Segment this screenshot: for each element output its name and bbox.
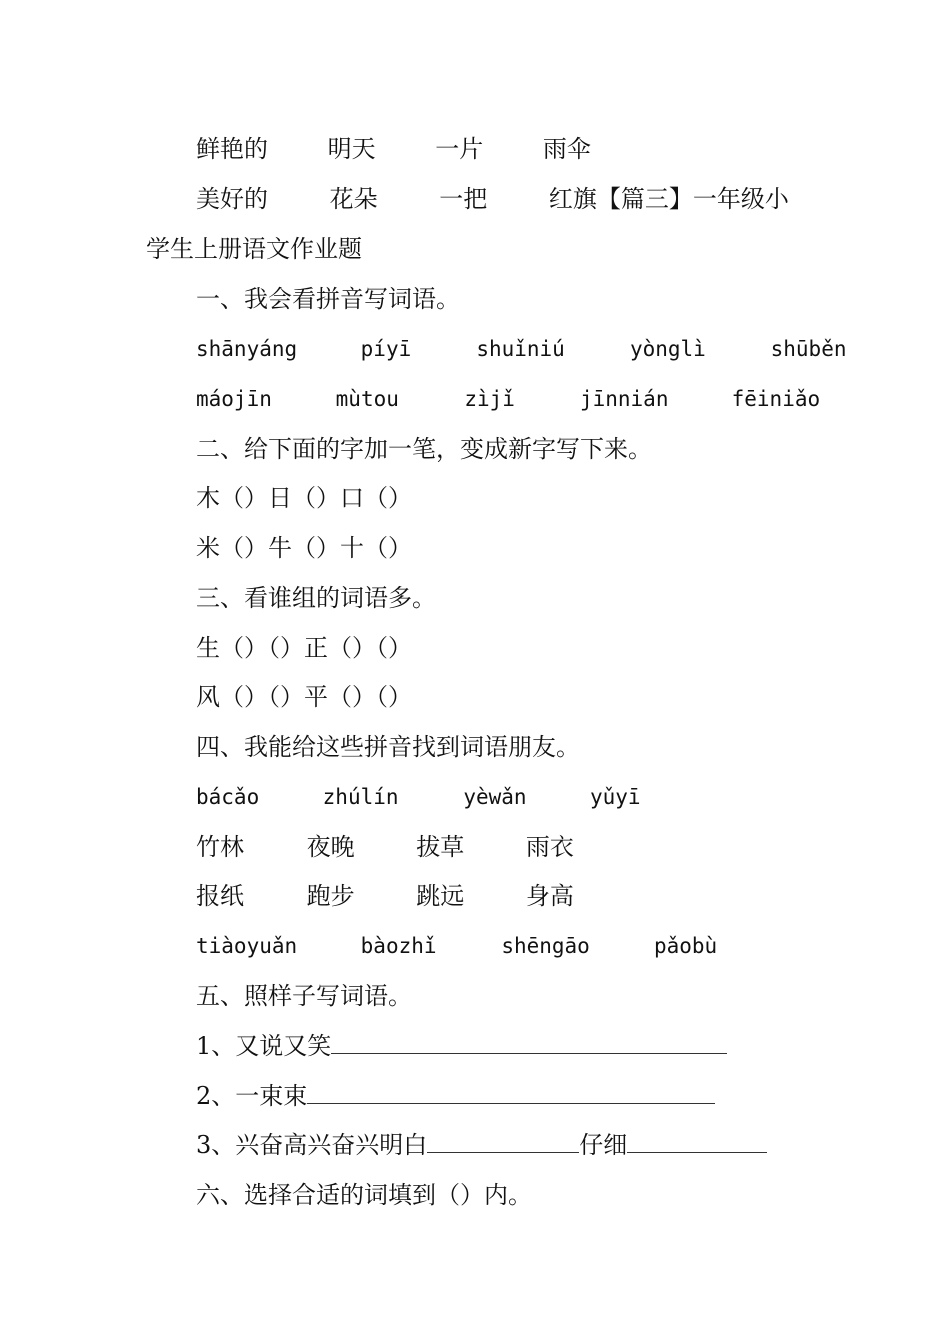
word: 美好的 — [196, 185, 268, 213]
char-blank-row-1: 木（）日（）口（） — [196, 484, 412, 512]
section-5-title: 五、照样子写词语。 — [196, 982, 412, 1010]
word: 雨衣 — [525, 833, 574, 861]
exercise-prompt: 1、又说又笑 — [196, 1032, 332, 1060]
exercise-item-1 — [0, 1026, 950, 1066]
pinyin: yònglì — [629, 337, 706, 361]
word: 夜晚 — [306, 833, 355, 861]
pinyin: máojīn — [196, 387, 272, 411]
word: 鲜艳的 — [196, 135, 268, 163]
pinyin: bàozhǐ — [360, 934, 437, 958]
pinyin: tiàoyuǎn — [196, 934, 298, 958]
document-heading: 学生上册语文作业题 — [146, 235, 362, 263]
word: 跑步 — [306, 882, 355, 910]
pinyin: shūběn — [770, 337, 847, 361]
section-1-title: 一、我会看拼音写词语。 — [196, 285, 460, 313]
pinyin: shuǐniú — [476, 337, 565, 361]
pinyin: jīnnián — [579, 387, 669, 411]
word-row-1 — [0, 129, 950, 169]
answer-blank[interactable] — [627, 1126, 767, 1153]
section-4-title: 四、我能给这些拼音找到词语朋友。 — [196, 733, 580, 761]
pinyin: bácǎo — [196, 785, 260, 809]
word-group-row-1: 生（）（）正（）（） — [196, 634, 412, 662]
answer-blank[interactable] — [331, 1027, 727, 1054]
pinyin: yèwǎn — [463, 785, 527, 809]
pinyin: shēngāo — [501, 934, 590, 958]
exercise-item-3 — [0, 1125, 950, 1165]
pinyin: pǎobù — [653, 934, 718, 958]
pinyin-match-row-1 — [0, 777, 950, 817]
pinyin: yǔyī — [589, 785, 641, 809]
words-match-row-1 — [0, 827, 950, 867]
pinyin: zìjǐ — [464, 387, 515, 411]
word: 竹林 — [196, 833, 244, 861]
pinyin: zhúlín — [322, 785, 399, 809]
word: 拔草 — [416, 833, 465, 861]
words-match-row-2 — [0, 876, 950, 916]
word: 身高 — [525, 882, 574, 910]
pinyin: fēiniǎo — [731, 387, 821, 411]
word-group-row-2: 风（）（）平（）（） — [196, 683, 412, 711]
exercise-item-2 — [0, 1076, 950, 1116]
word: 花朵 — [329, 185, 378, 213]
pinyin: píyī — [360, 337, 412, 361]
word-row-2 — [0, 179, 950, 219]
word: 一片 — [435, 135, 484, 163]
word: 报纸 — [196, 882, 244, 910]
pinyin: mùtou — [335, 387, 399, 411]
pinyin-match-row-2 — [0, 926, 950, 966]
section-3-title: 三、看谁组的词语多。 — [196, 584, 436, 612]
char-blank-row-2: 米（）牛（）十（） — [196, 534, 412, 562]
section-6-title: 六、选择合适的词填到（）内。 — [196, 1181, 532, 1209]
pinyin-row-2 — [0, 379, 950, 419]
section-2-title: 二、给下面的字加一笔，变成新字写下来。 — [196, 435, 652, 463]
exercise-prompt: 2、一束束 — [196, 1082, 308, 1110]
pinyin: shānyáng — [196, 337, 298, 361]
word: 跳远 — [416, 882, 465, 910]
answer-blank[interactable] — [307, 1077, 715, 1104]
word: 雨伞 — [542, 135, 591, 163]
pinyin-row-1 — [0, 329, 950, 369]
word: 一把 — [439, 185, 488, 213]
word: 明天 — [327, 135, 376, 163]
answer-blank[interactable] — [427, 1126, 579, 1153]
word: 红旗【篇三】一年级小 — [548, 185, 789, 213]
exercise-prompt: 3、兴奋高兴奋兴明白 — [196, 1131, 428, 1159]
exercise-prompt: 仔细 — [579, 1131, 628, 1159]
